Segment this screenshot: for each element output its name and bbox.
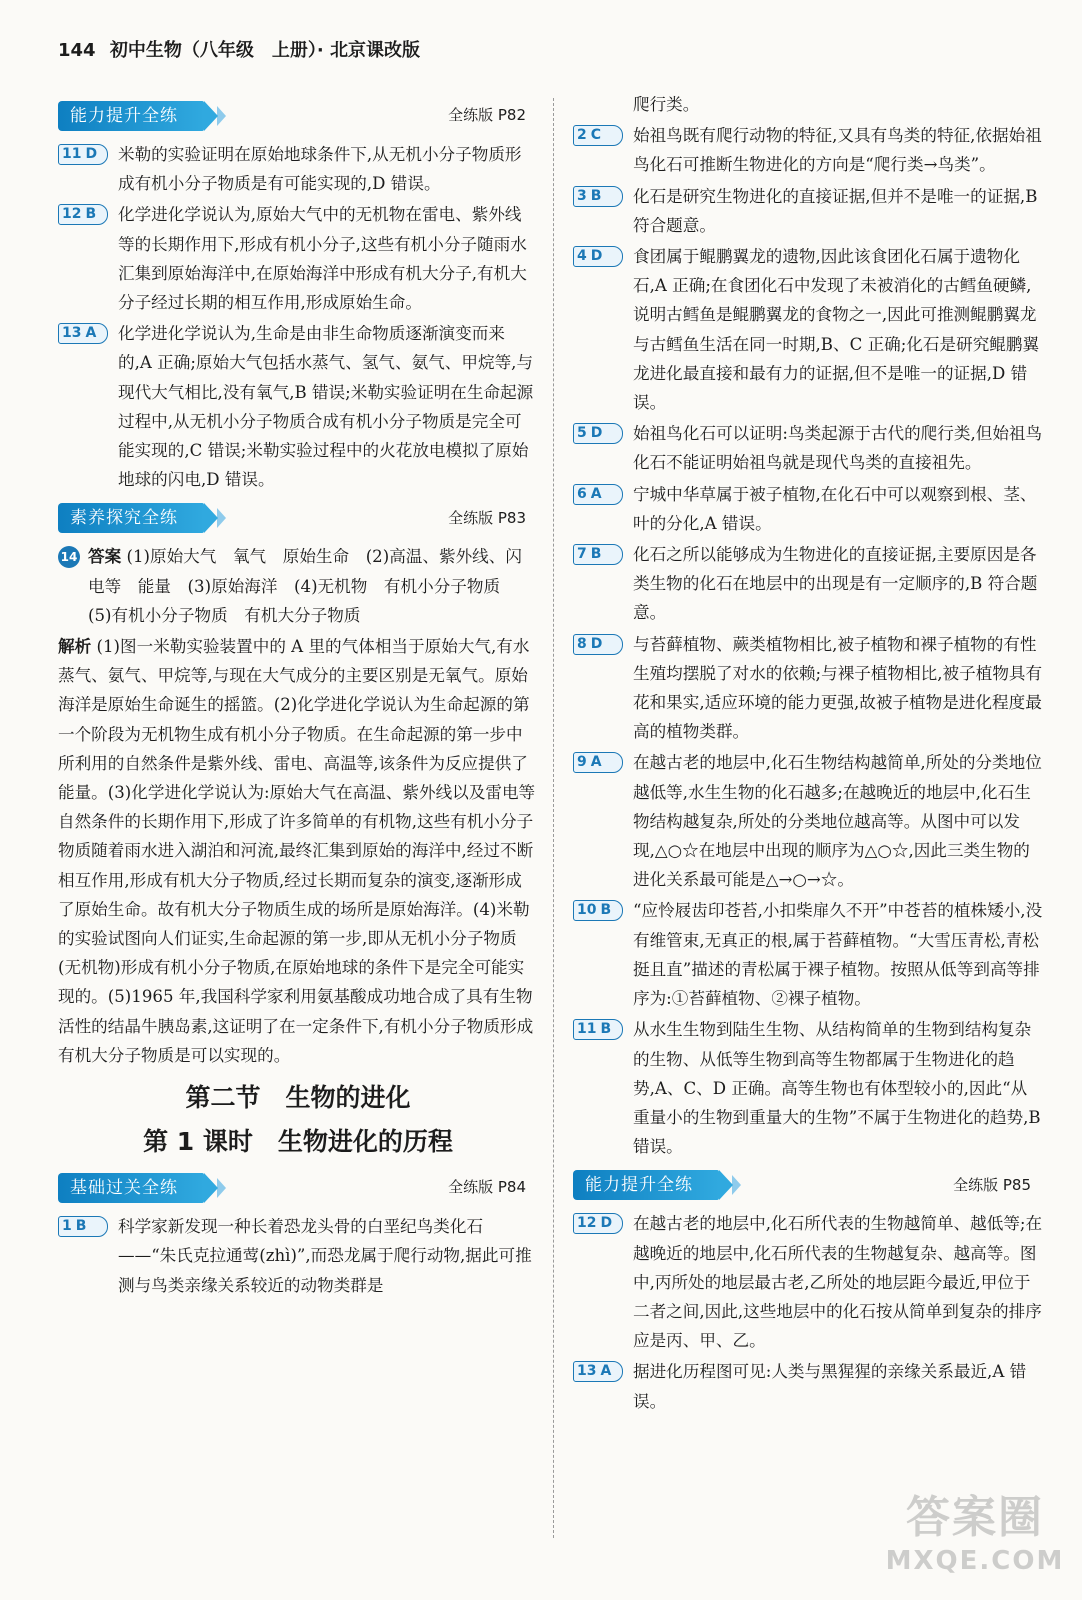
question-number-badge: 13 A: [58, 323, 108, 344]
question-number-badge: 12 B: [58, 204, 108, 225]
analysis-item: [58, 632, 538, 1070]
answer-item: [573, 480, 1043, 538]
section-title: 第二节 生物的进化: [185, 1083, 411, 1113]
answer-item: [573, 1209, 1043, 1355]
answer-item: [58, 1212, 538, 1300]
question-number-badge: 7 B: [573, 544, 623, 565]
left-column: [58, 92, 538, 1302]
answer-text: “应怜屐齿印苍苔,小扣柴扉久不开”中苍苔的植株矮小,没有维管束,无真正的根,属于苔藓植物。“大雪压青松,青松挺且直”描述的青松属于裸子植物。按照从低等到高等排序为:①苔藓植物、②裸子植物。: [633, 901, 1043, 1009]
answer-text: 化学进化学说认为,生命是由非生命物质逐渐演变而来的,A 正确;原始大气包括水蒸气、氢气、氨气、甲烷等,与现代大气相比,没有氧气,B 错误;米勒实验证明在生命起源过程中,从无机小分子物质合成有机小分子物质是完全可能实现的,C 错误;米勒实验过程中的火花放电模拟了原始地球的闪电,D 错误。: [118, 324, 534, 490]
answer-item: [573, 419, 1043, 477]
answer-item: [58, 319, 538, 494]
band-label: 基础过关全练: [58, 1173, 204, 1203]
page-number: 144: [58, 40, 96, 61]
question-number-badge: 11 D: [58, 144, 108, 165]
analysis-label: 解析: [58, 637, 92, 657]
question-number-badge: 1 B: [58, 1216, 108, 1237]
page-header: [58, 36, 420, 62]
band-label: 能力提升全练: [573, 1170, 719, 1200]
answer-text: 从水生生物到陆生生物、从结构简单的生物到结构复杂的生物、从低等生物到高等生物都属于生物进化的趋势,A、C、D 正确。高等生物也有体型较小的,因此“从重量小的生物到重量大的生物”不属于生物进化的趋势,B 错误。: [633, 1020, 1041, 1157]
answer-text: 食团属于鲲鹏翼龙的遗物,因此该食团化石属于遗物化石,A 正确;在食团化石中发现了未被消化的古鳕鱼硬鳞,说明古鳕鱼是鲲鹏翼龙的食物之一,因此可推测鲲鹏翼龙与古鳕鱼生活在同一时期,B、C 正确;化石是研究鲲鹏翼龙进化最直接和最有力的证据,但不是唯一的证据,D 错误。: [633, 247, 1040, 413]
question-number-badge: 10 B: [573, 900, 623, 921]
section-band: [58, 1170, 538, 1206]
answer-text: 始祖鸟化石可以证明:鸟类起源于古代的爬行类,但始祖鸟化石不能证明始祖鸟就是现代鸟类的直接祖先。: [633, 424, 1043, 473]
answer-text: 在越古老的地层中,化石所代表的生物越简单、越低等;在越晚近的地层中,化石所代表的生物越复杂、越高等。图中,丙所处的地层最古老,乙所处的地层距今最近,甲位于二者之间,因此,这些地层中的化石按从简单到复杂的排序应是丙、甲、乙。: [633, 1214, 1043, 1351]
question-number-badge: 9 A: [573, 752, 623, 773]
answer-item: [573, 1015, 1043, 1161]
section-band: [573, 1167, 1043, 1203]
question-number-badge: 11 B: [573, 1019, 623, 1040]
question-number-badge: 3 B: [573, 186, 623, 207]
answer-item: [573, 182, 1043, 240]
answer-continuation: [573, 90, 1043, 119]
answer-text: 与苔藓植物、蕨类植物相比,被子植物和裸子植物的有性生殖均摆脱了对水的依赖;与裸子植物相比,被子植物具有花和果实,适应环境的能力更强,故被子植物是进化程度最高的植物类群。: [633, 634, 1043, 742]
answer-text: 宁城中华草属于被子植物,在化石中可以观察到根、茎、叶的分化,A 错误。: [633, 484, 1037, 533]
question-number-circle: 14: [58, 546, 80, 568]
answer-item: [58, 140, 538, 198]
answer-text: 化石是研究生物进化的直接证据,但并不是唯一的证据,B 符合题意。: [633, 186, 1038, 235]
answer-text: 爬行类。: [633, 95, 700, 114]
site-watermark: [880, 1490, 1070, 1590]
book-title: 初中生物（八年级 上册）· 北京课改版: [109, 40, 420, 61]
answer-item: [573, 630, 1043, 747]
answer-text: 米勒的实验证明在原始地球条件下,从无机小分子物质形成有机小分子物质是有可能实现的,D 错误。: [118, 145, 522, 194]
analysis-text: (1)图一米勒实验装置中的 A 里的气体相当于原始大气,有水蒸气、氨气、甲烷等,与现在大气成分的主要区别是无氧气。原始海洋是原始生命诞生的摇篮。(2)化学进化学说认为生命起源的第一个阶段为无机物生成有机小分子物质。在生命起源的第一步中所利用的自然条件是紫外线、雷电、高温等,该条件为反应提供了能量。(3)化学进化学说认为:原始大气在高温、紫外线以及雷电等自然条件的长期作用下,形成了许多简单的有机物,这些有机小分子物质随着雨水进入湖泊和河流,最终汇集到原始的海洋中,经过不断相互作用,形成有机大分子物质,经过长期而复杂的演变,逐渐形成了原始生命。故有机大分子物质生成的场所是原始海洋。(4)米勒的实验试图向人们证实,生命起源的第一步,即从无机小分子物质(无机物)形成有机小分子物质,在原始地球的条件下是完全可能实现的。(5)1965 年,我国科学家利用氨基酸成功地合成了具有生物活性的结晶牛胰岛素,这证明了在一定条件下,有机小分子物质形成有机大分子物质是可以实现的。: [58, 637, 536, 1065]
band-ref: 全练版 P84: [448, 1178, 526, 1197]
answer-text: 在越古老的地层中,化石生物结构越简单,所处的分类地位越低等,水生生物的化石越多;在越晚近的地层中,化石生物结构越复杂,所处的分类地位越高等。从图中可以发现,△○☆在地层中出现的顺序为△○☆,因此三类生物的进化关系最可能是△→○→☆。: [633, 753, 1042, 890]
band-ref: 全练版 P83: [448, 508, 526, 527]
watermark-line2: MXQE.COM: [885, 1546, 1065, 1576]
answer-text: 始祖鸟既有爬行动物的特征,又具有鸟类的特征,依据始祖鸟化石可推断生物进化的方向是“爬行类→鸟类”。: [633, 126, 1042, 175]
lesson-title: 第 1 课时 生物进化的历程: [143, 1127, 453, 1157]
question-number-badge: 2 C: [573, 125, 623, 146]
answer-text: 科学家新发现一种长着恐龙头骨的白垩纪鸟类化石——“朱氏克拉通莺(zhì)”,而恐龙属于爬行动物,据此可推测与鸟类亲缘关系较近的动物类群是: [118, 1217, 532, 1295]
answer-item: [573, 540, 1043, 628]
question-number-badge: 4 D: [573, 246, 623, 267]
question-number-badge: 8 D: [573, 634, 623, 655]
question-number-badge: 6 A: [573, 484, 623, 505]
answer-item: [573, 896, 1043, 1013]
section-band: [58, 98, 538, 134]
section-band: [58, 500, 538, 536]
band-ref: 全练版 P82: [448, 106, 526, 125]
answer-text: (1)原始大气 氧气 原始生命 (2)高温、紫外线、闪电等 能量 (3)原始海洋 (4)无机物 有机小分子物质 (5)有机小分子物质 有机大分子物质: [88, 547, 522, 625]
answer-item: [573, 242, 1043, 417]
question-number-badge: 13 A: [573, 1361, 623, 1382]
column-divider: [553, 98, 554, 1538]
answer-item: [573, 1357, 1043, 1415]
question-number-badge: 12 D: [573, 1213, 623, 1234]
question-number-badge: 5 D: [573, 423, 623, 444]
answer-item: [58, 200, 538, 317]
answer-item: [573, 121, 1043, 179]
answer-text: 化石之所以能够成为生物进化的直接证据,主要原因是各类生物的化石在地层中的出现是有一定顺序的,B 符合题意。: [633, 545, 1038, 623]
band-ref: 全练版 P85: [953, 1175, 1031, 1194]
band-label: 素养探究全练: [58, 503, 204, 533]
watermark-line1: 答案圈: [906, 1492, 1044, 1543]
answer-text: 化学进化学说认为,原始大气中的无机物在雷电、紫外线等的长期作用下,形成有机小分子,这些有机小分子随雨水汇集到原始海洋中,在原始海洋中形成有机大分子,有机大分子经过长期的相互作用,形成原始生命。: [118, 205, 527, 313]
answer-item: [573, 748, 1043, 894]
answer-label: 答案: [88, 547, 122, 567]
answer-item: [58, 542, 538, 630]
answer-text: 据进化历程图可见:人类与黑猩猩的亲缘关系最近,A 错误。: [633, 1362, 1027, 1411]
right-column: [573, 90, 1043, 1418]
band-label: 能力提升全练: [58, 101, 204, 131]
